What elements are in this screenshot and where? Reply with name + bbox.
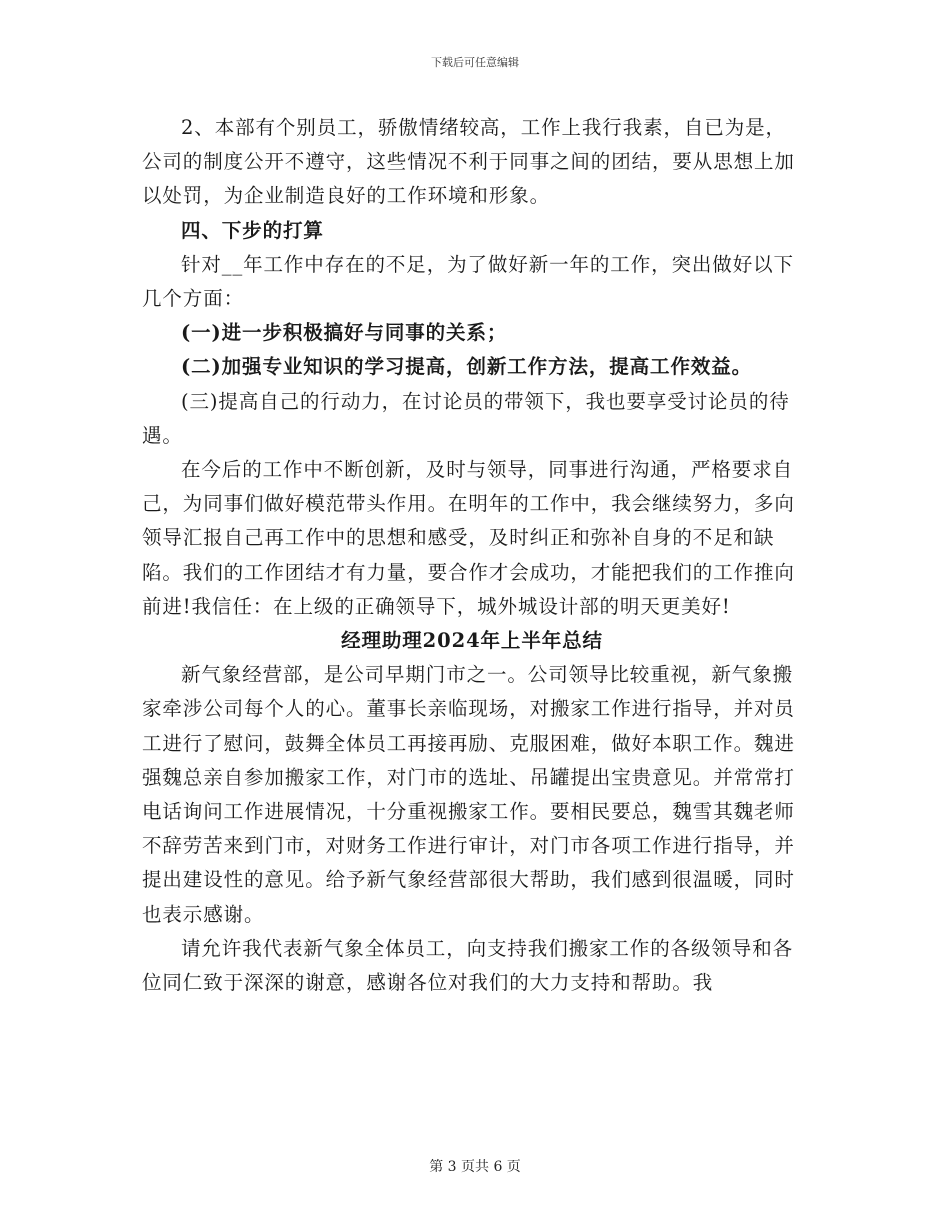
section-title-summary: 经理助理2024年上半年总结 <box>341 629 603 653</box>
paragraph-thanks: 请允许我代表新气象全体员工，向支持我们搬家工作的各级领导和各位同仁致于深深的谢意，感谢各位对我们的大力支持和帮助。我 <box>142 936 794 995</box>
document-body <box>142 111 802 1000</box>
paragraph-department-intro: 新气象经营部，是公司早期门市之一。公司领导比较重视，新气象搬家牵涉公司每个人的心。董事长亲临现场，对搬家工作进行指导，并对员工进行了慰问，鼓舞全体员工再接再励、克服困难，做好本职工作。魏进强魏总亲自参加搬家工作，对门市的选址、吊罐提出宝贵意见。并常常打电话询问工作进展情况，十分重视搬家工作。要相民要总，魏雪其魏老师不辞劳苦来到门市，对财务工作进行审计，对门市各项工作进行指导，并提出建设性的意见。给予新气象经营部很大帮助，我们感到很温暖，同时也表示感谢。 <box>142 663 795 926</box>
plan-item-1: (一)进一步积极搞好与同事的关系； <box>181 321 508 345</box>
page-header: 下载后可任意编辑 <box>431 56 519 69</box>
plan-item-3: (三)提高自己的行动力，在讨论员的带领下，我也要享受讨论员的待遇。 <box>142 389 790 447</box>
plan-item-2: (二)加强专业知识的学习提高，创新工作方法，提高工作效益。 <box>181 355 753 379</box>
paragraph-future-work: 在今后的工作中不断创新，及时与领导，同事进行沟通，严格要求自己，为同事们做好模范带头作用。在明年的工作中，我会继续努力，多向领导汇报自己再工作中的思想和感受，及时纠正和弥补自身的不足和缺陷。我们的工作团结才有力量，要合作才会成功，才能把我们的工作推向前进!我信任：在上级的正确领导下，城外城设计部的明天更美好! <box>142 458 795 618</box>
paragraph-plan-intro: 针对__年工作中存在的不足，为了做好新一年的工作，突出做好以下几个方面： <box>142 252 794 311</box>
section-heading-next-steps: 四、下步的打算 <box>181 218 324 242</box>
page-footer: 第 3 页共 6 页 <box>429 1159 521 1175</box>
paragraph-staff-issue: 2、本部有个别员工，骄傲情绪较高，工作上我行我素，自已为是，公司的制度公开不遵守，这些情况不利于同事之间的团结，要从思想上加以处罚，为企业制造良好的工作环境和形象。 <box>142 116 795 208</box>
